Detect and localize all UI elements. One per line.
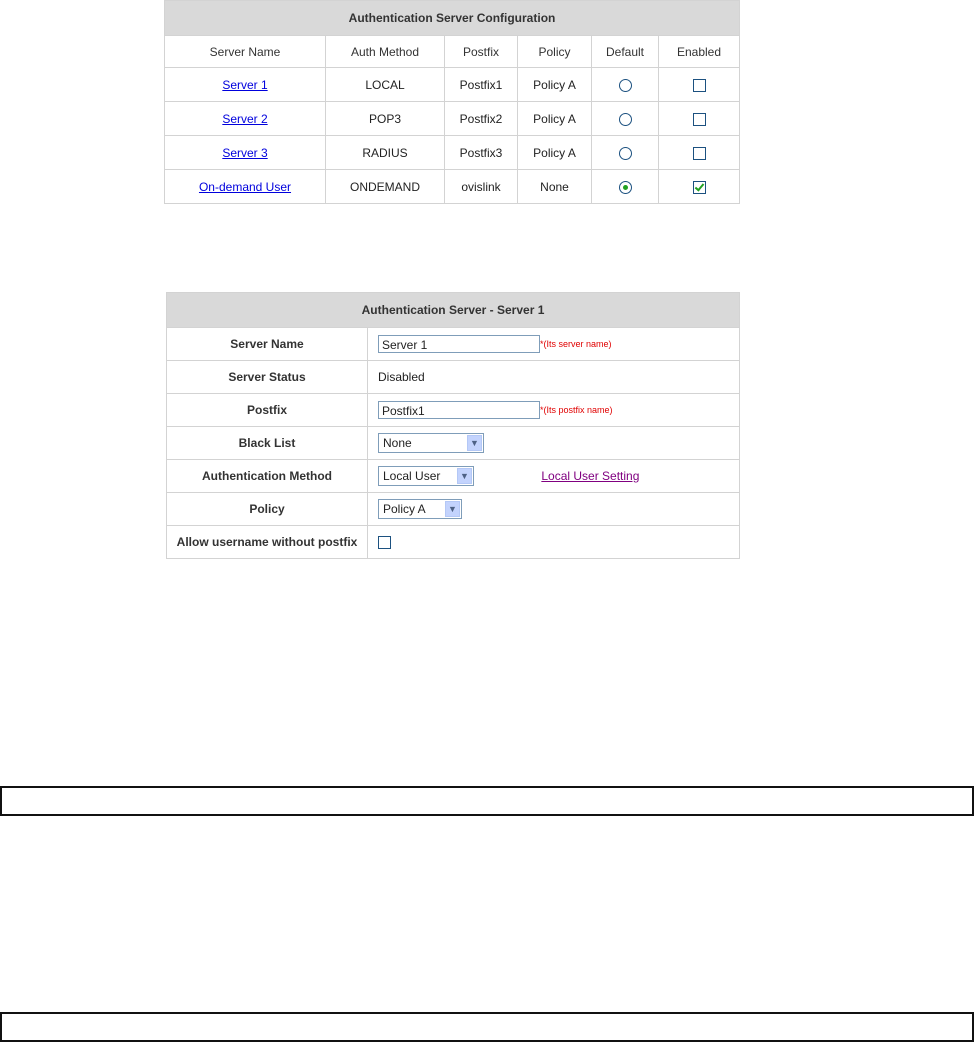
table-row — [165, 68, 740, 102]
chevron-down-icon: ▼ — [467, 435, 482, 451]
column-header-postfix: Postfix — [445, 36, 518, 68]
column-header-row — [165, 36, 740, 68]
server-name-hint: *(Its server name) — [540, 339, 612, 349]
auth-method-cell: LOCAL — [326, 68, 445, 102]
auth-method-row — [167, 460, 740, 493]
enabled-checkbox-checked[interactable] — [693, 181, 706, 194]
policy-cell: None — [518, 170, 592, 204]
policy-cell: Policy A — [518, 68, 592, 102]
black-list-selected-value: None — [383, 436, 412, 450]
auth-server-detail-table — [166, 292, 740, 559]
postfix-input[interactable]: Postfix1 — [378, 401, 540, 419]
black-list-row — [167, 427, 740, 460]
default-radio-selected[interactable] — [619, 181, 632, 194]
enabled-checkbox[interactable] — [693, 79, 706, 92]
policy-label: Policy — [167, 493, 368, 526]
default-radio[interactable] — [619, 113, 632, 126]
auth-method-cell: POP3 — [326, 102, 445, 136]
column-header-auth-method: Auth Method — [326, 36, 445, 68]
postfix-row — [167, 394, 740, 427]
postfix-cell: Postfix3 — [445, 136, 518, 170]
chevron-down-icon: ▼ — [457, 468, 472, 484]
column-header-policy: Policy — [518, 36, 592, 68]
server-3-link[interactable]: Server 3 — [222, 145, 268, 160]
table-row — [165, 102, 740, 136]
default-radio[interactable] — [619, 147, 632, 160]
server-name-row — [167, 328, 740, 361]
table-title: Authentication Server Configuration — [165, 1, 740, 36]
policy-selected-value: Policy A — [383, 502, 426, 516]
auth-method-cell: ONDEMAND — [326, 170, 445, 204]
default-radio[interactable] — [619, 79, 632, 92]
auth-server-config-table — [164, 0, 740, 204]
table-row — [165, 136, 740, 170]
allow-no-postfix-checkbox[interactable] — [378, 536, 391, 549]
server-name-input[interactable]: Server 1 — [378, 335, 540, 353]
allow-no-postfix-row — [167, 526, 740, 559]
postfix-cell: Postfix1 — [445, 68, 518, 102]
server-status-value: Disabled — [368, 361, 740, 394]
auth-method-cell: RADIUS — [326, 136, 445, 170]
policy-row — [167, 493, 740, 526]
black-list-label: Black List — [167, 427, 368, 460]
auth-method-select[interactable] — [378, 466, 474, 486]
chevron-down-icon: ▼ — [445, 501, 460, 517]
server-name-label: Server Name — [167, 328, 368, 361]
column-header-enabled: Enabled — [659, 36, 740, 68]
policy-cell: Policy A — [518, 136, 592, 170]
empty-box-2 — [0, 1012, 974, 1042]
allow-no-postfix-label: Allow username without postfix — [167, 526, 368, 559]
on-demand-user-link[interactable]: On-demand User — [198, 179, 292, 194]
local-user-setting-link[interactable]: Local User Setting — [541, 469, 640, 483]
table-row — [165, 170, 740, 204]
auth-method-selected-value: Local User — [383, 469, 441, 483]
column-header-default: Default — [592, 36, 659, 68]
postfix-cell: Postfix2 — [445, 102, 518, 136]
enabled-checkbox[interactable] — [693, 113, 706, 126]
policy-select[interactable] — [378, 499, 462, 519]
postfix-hint: *(Its postfix name) — [540, 405, 613, 415]
column-header-server-name: Server Name — [165, 36, 326, 68]
enabled-checkbox[interactable] — [693, 147, 706, 160]
policy-cell: Policy A — [518, 102, 592, 136]
auth-method-label: Authentication Method — [167, 460, 368, 493]
server-status-row — [167, 361, 740, 394]
postfix-cell: ovislink — [445, 170, 518, 204]
server-2-link[interactable]: Server 2 — [222, 111, 268, 126]
empty-box-1 — [0, 786, 974, 816]
postfix-label: Postfix — [167, 394, 368, 427]
black-list-select[interactable] — [378, 433, 484, 453]
server-status-label: Server Status — [167, 361, 368, 394]
detail-title: Authentication Server - Server 1 — [167, 293, 740, 328]
server-1-link[interactable]: Server 1 — [222, 77, 268, 92]
